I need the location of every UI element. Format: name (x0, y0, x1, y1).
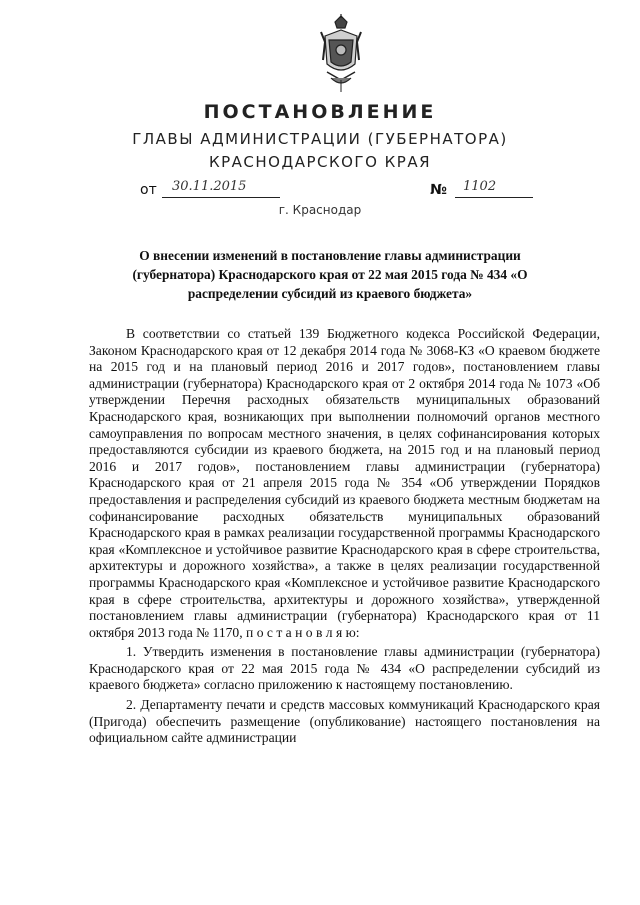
handwritten-number: 1102 (463, 179, 497, 194)
region-heading: КРАСНОДАРСКОГО КРАЯ (208, 153, 432, 171)
document-title: О внесении изменений в постановление главы администрации (губернатора) Краснодарского края от 22 мая 2015 года № 434 «О распределении субсидий из краевого бюджета» (132, 248, 528, 301)
date-from-label: от (140, 182, 157, 198)
document-body (89, 326, 600, 750)
handwritten-date: 30.11.2015 (172, 179, 247, 194)
number-field (455, 179, 533, 198)
number-label: № (430, 182, 447, 198)
preamble-paragraph: В соответствии со статьей 139 Бюджетного кодекса Российской Федерации, Законом Краснодарского края от 12 декабря 2014 года № 3068-КЗ «О краевом бюджете на 2015 год и на плановый период 2016 и 2017 годов», постановлением главы администрации (губернатора) Краснодарского края от 2 октября 2014 года № 1073 «Об утверждении Перечня расходных обязательств муниципальных образований Краснодарского края, возникающих при выполнении полномочий органов местного самоуправления по вопросам местного значения, в целях софинансирования которых предоставляются субсидии из краевого бюджета, на 2015 год и на плановый период 2016 и 2017 годов», постановлением главы администрации (губернатора) Краснодарского края от 21 апреля 2015 года № 354 «Об утверждении Порядков предоставления и распределения субсидий из краевого бюджета местным бюджетам на софинансирование расходных обязательств муниципальных образований Краснодарского края в рамках реализации государственной программы Краснодарского края «Комплексное и устойчивое развитие Краснодарского края в сфере строительства, архитектуры и дорожного хозяйства», а также в целях реализации государственной программы Краснодарского края «Комплексное и устойчивое развитие Краснодарского края в сфере строительства, архитектуры и дорожного хозяйства», утвержденной постановлением главы администрации (губернатора) Краснодарского края от 11 октября 2013 года № 1170, п о с т а н о в л я ю: (89, 326, 600, 640)
date-number-row (0, 179, 640, 204)
issuer-heading: ГЛАВЫ АДМИНИСТРАЦИИ (ГУБЕРНАТОРА) (132, 130, 508, 148)
document-type-heading: ПОСТАНОВЛЕНИЕ (203, 101, 437, 123)
clause-1-paragraph: 1. Утвердить изменения в постановление главы администрации (губернатора) Краснодарского края от 22 мая 2015 года № 434 «О распределении субсидий из краевого бюджета» согласно приложению к настоящему постановлению. (89, 644, 600, 693)
coat-of-arms-emblem (317, 14, 365, 94)
clause-2-paragraph: 2. Департаменту печати и средств массовых коммуникаций Краснодарского края (Пригода) обеспечить размещение (опубликование) настоящего постановления на официальном сайте администрации (89, 697, 600, 746)
date-field (162, 179, 280, 198)
city-label: г. Краснодар (278, 203, 362, 217)
